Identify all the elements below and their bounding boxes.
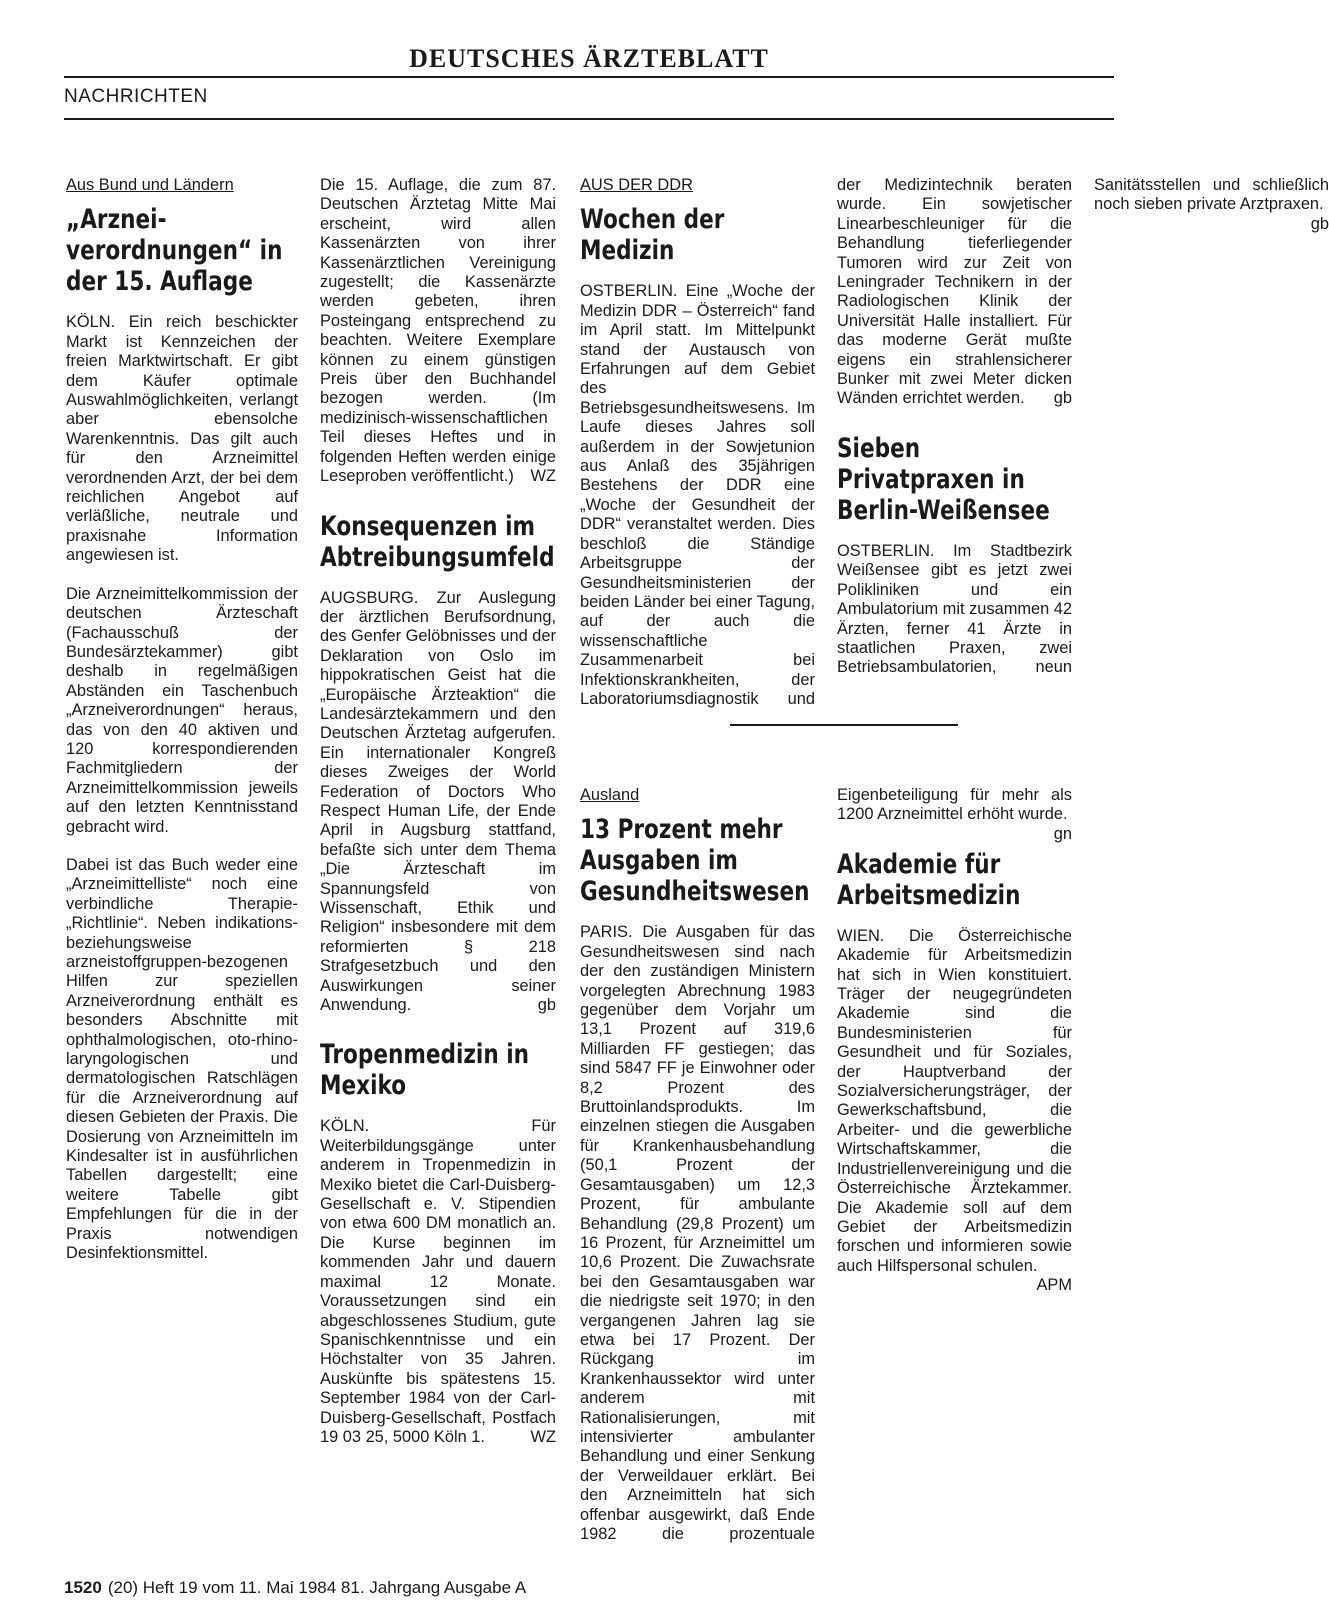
page-footer [64,1578,526,1598]
article-paragraph: KÖLN. Ein reich beschickter Markt ist Kennzeichen der freien Marktwirtschaft. Er gibt dem Käufer optimale Auswahlmöglichkeiten, verlangt aber ebensolche Warenkenntnis. Das gilt auch für den Arzneimittel verordnenden Arzt, der bei dem reichlichen Angebot auf verläßliche, neutrale und praxisnahe Information angewiesen ist. [66,313,298,565]
article-headline: „Arznei-verordnungen“ in der 15. Auflage [66,204,283,298]
article-headline: Konsequenzen im Abtreibungsumfeld [320,510,555,573]
masthead-rule [64,76,1114,78]
article-kicker: Aus Bund und Ländern [66,176,234,194]
article-paragraph: Dabei ist das Buch weder eine „Arzneimittelliste“ noch eine verbindliche Therapie-„Richtlinie“. Neben indikations- beziehungsweise arzneistoffgruppen-bezogenen Hilfen zur speziellen Arzneiverordnung enthält es besonders Abschnitte mit ophthalmologischen, oto-rhino-laryngologischen und dermatologischen Ratschlägen für die Arzneiverordnung auf diesen Gebieten der Praxis. Die Dosierung von Arzneimitteln im Kindesalter ist in ausführlichen Tabellen dargestellt; eine weitere Tabelle gibt Empfehlungen für die in der Praxis notwendigen Desinfektionsmittel. [66,855,298,1263]
article-paragraph [320,1117,556,1447]
column-2 [320,176,556,1447]
author-sign: WZ [530,1427,556,1446]
article-paragraph-text: OSTBERLIN. Im Stadtbezirk Weißensee gibt es jetzt zwei Polikliniken und ein Ambulatorium mit zusammen 42 Ärzten, ferner 41 Ärzte in staatlichen Praxen, zwei Betriebsambulatorien, neun Sanitätsstellen und schließlich noch sieben private Arztpraxen. [837,176,1329,677]
column-1 [66,176,298,1264]
article-paragraph-text: WIEN. Die Österreichische Akademie für Arbeitsmedizin hat sich in Wien konstituiert. Träger der neugegründeten Akademie sind die Bundesministerien für Gesundheit und für Soziales, der Hauptverband der Sozialversicherungsträger, der Gewerkschaftsbund, die Arbeiter- und die gewerbliche Wirtschaftskammer, die Industriellenvereinigung und die Österreichische Ärztekammer. Die Akademie soll auf dem Gebiet der Arbeitsmedizin forschen und informieren sowie auch Hilfspersonal schulen. [837,926,1072,1275]
article-kicker: Ausland [580,786,640,804]
article-kicker: AUS DER DDR [580,176,693,194]
article-headline: Tropenmedizin in Mexiko [320,1039,530,1102]
columns-3-4-bottom [580,786,1072,1566]
author-sign: APM [1036,1276,1072,1295]
journal-masthead: DEUTSCHES ÄRZTEBLATT [409,44,769,73]
issue-line: (20) Heft 19 vom 11. Mai 1984 81. Jahrgang Ausgabe A [107,1578,527,1597]
article-paragraph-text: PARIS. Die Ausgaben für das Gesundheitswesen sind nach der den zuständigen Ministern vorgelegten Abrechnung 1983 gegenüber dem Vorjahr um 13,1 Prozent auf 319,6 Milliarden FF gestiegen; das sind 5847 FF je Einwohner oder 8,2 Prozent des Bruttoinlandsprodukts. Im einzelnen stiegen die Ausgaben für Krankenhausbehandlung (50,1 Prozent der Gesamtausgaben) um 12,3 Prozent, für ambulante Behandlung (29,8 Prozent) um 16 Prozent, für Arzneimittel um 10,6 Prozent. Die Zuwachsrate bei den Gesamtausgaben war die niedrigste seit 1970; in den vergangenen Jahren lag sie etwa bei 17 Prozent. Der Rückgang im Krankenhaussektor wird unter anderem mit Rationalisierungen, mit intensivierter ambulanter Behandlung und einer Senkung der Verweildauer erklärt. Bei den Arzneimitteln hat sich offenbar ausgewirkt, daß Ende 1982 die prozentuale Eigenbeteiligung für mehr als 1200 Arzneimittel erhöht wurde. [580,786,1072,1543]
page-number: 1520 [64,1578,102,1597]
article-headline: Wochen der Medizin [580,204,725,267]
author-sign: gb [537,996,556,1015]
article-paragraph-text: KÖLN. Für Weiterbildungsgänge unter anderem in Tropenmedizin in Mexiko bietet die Carl-Duisberg-Gesellschaft e. V. Stipendien von etwa 600 DM monatlich an. Die Kurse beginnen im kommenden Jahr und dauern maximal 12 Monate. Voraussetzungen sind ein abgeschlossenes Studium, gute Spanischkenntnisse und ein Höchstalter von 35 Jahren. Auskünfte bis spätestens 15. September 1984 von der Carl-Duisberg-Gesellschaft, Postfach 19 03 25, 5000 Köln 1. [320,1117,556,1446]
article-headline: 13 Prozent mehr Ausgaben im Gesundheitswesen [580,814,810,908]
section-label: NACHRICHTEN [64,86,208,107]
author-sign: gb [1310,214,1329,233]
article-paragraph-text: Die 15. Auflage, die zum 87. Deutschen Ärztetag Mitte Mai erscheint, wird allen Kassenärzten von ihrer Kassenärztlichen Vereinigung zugestellt; die Kassenärzte werden gebeten, ihren Posteingang entsprechend zu beachten. Weitere Exemplare können zu einem günstigen Preis über den Buchhandel bezogen werden. (Im medizinisch-wissenschaftlichen Teil dieses Heftes und in folgenden Heften werden einige Leseproben veröffentlicht.) [320,176,556,486]
article-headline: Sieben Privatpraxen in Berlin-Weißensee [837,432,1050,526]
author-sign: gb [1053,389,1072,408]
article-paragraph: Die Arzneimittelkommission der deutschen Ärzteschaft (Fachausschuß der Bundesärztekammer) gibt deshalb in regelmäßigen Abständen ein Taschenbuch „Arzneiverordnungen“ heraus, das von den 40 aktiven und 120 korrespondierenden Fachmitgliedern der Arzneimittelkommission jeweils auf den letzten Kenntnisstand gebracht wird. [66,584,298,836]
section-rule [64,118,1114,120]
article-divider [730,724,958,726]
author-sign: gn [1053,824,1072,843]
article-paragraph [320,589,556,1016]
article-paragraph [837,926,1072,1295]
columns-3-4-top [580,176,1329,716]
article-paragraph-text: AUGSBURG. Zur Auslegung der ärztlichen Berufsordnung, des Genfer Gelöbnisses und der Deklaration von Oslo im hippokratischen Geist hat die „Europäische Ärzteaktion“ die Landesärztekammern und den Deutschen Ärztetag aufgerufen. Ein internationaler Kongreß dieses Zweiges der World Federation of Doctors Who Respect Human Life, der Ende April in Augsburg stattfand, befaßte sich unter dem Thema „Die Ärzteschaft im Spannungsfeld von Wissenschaft, Ethik und Religion“ insbesondere mit dem reformierten § 218 Strafgesetzbuch und den Auswirkungen seiner Anwendung. [320,588,556,1015]
article-headline: Akademie für Arbeitsmedizin [837,848,1021,911]
author-sign: WZ [530,467,556,486]
article-paragraph-text: OSTBERLIN. Eine „Woche der Medizin DDR – Österreich“ fand im April statt. Im Mittelpunkt stand der Austausch von Erfahrungen auf dem Gebiet des Betriebsgesundheitswesens. Im Laufe dieses Jahres soll außerdem in der Sowjetunion aus Anlaß des 35jährigen Bestehens der DDR eine „Woche der Gesundheit der DDR“ veranstaltet werden. Dies beschloß die Ständige Arbeitsgruppe der Gesundheitsministerien der beiden Länder bei einer Tagung, auf der auch die wissenschaftliche Zusammenarbeit bei Infektionskrankheiten, der Laboratoriumsdiagnostik und der Medizintechnik beraten wurde. Ein sowjetischer Linearbeschleuniger für die Behandlung tieferliegender Tumoren wird zur Zeit von Leningrader Technikern in der Radiologischen Klinik der Universität Halle installiert. Für das moderne Gerät mußte eigens ein strahlensicherer Bunker mit zwei Meter dicken Wänden errichtet werden. [580,176,1072,708]
article-paragraph [320,176,556,487]
